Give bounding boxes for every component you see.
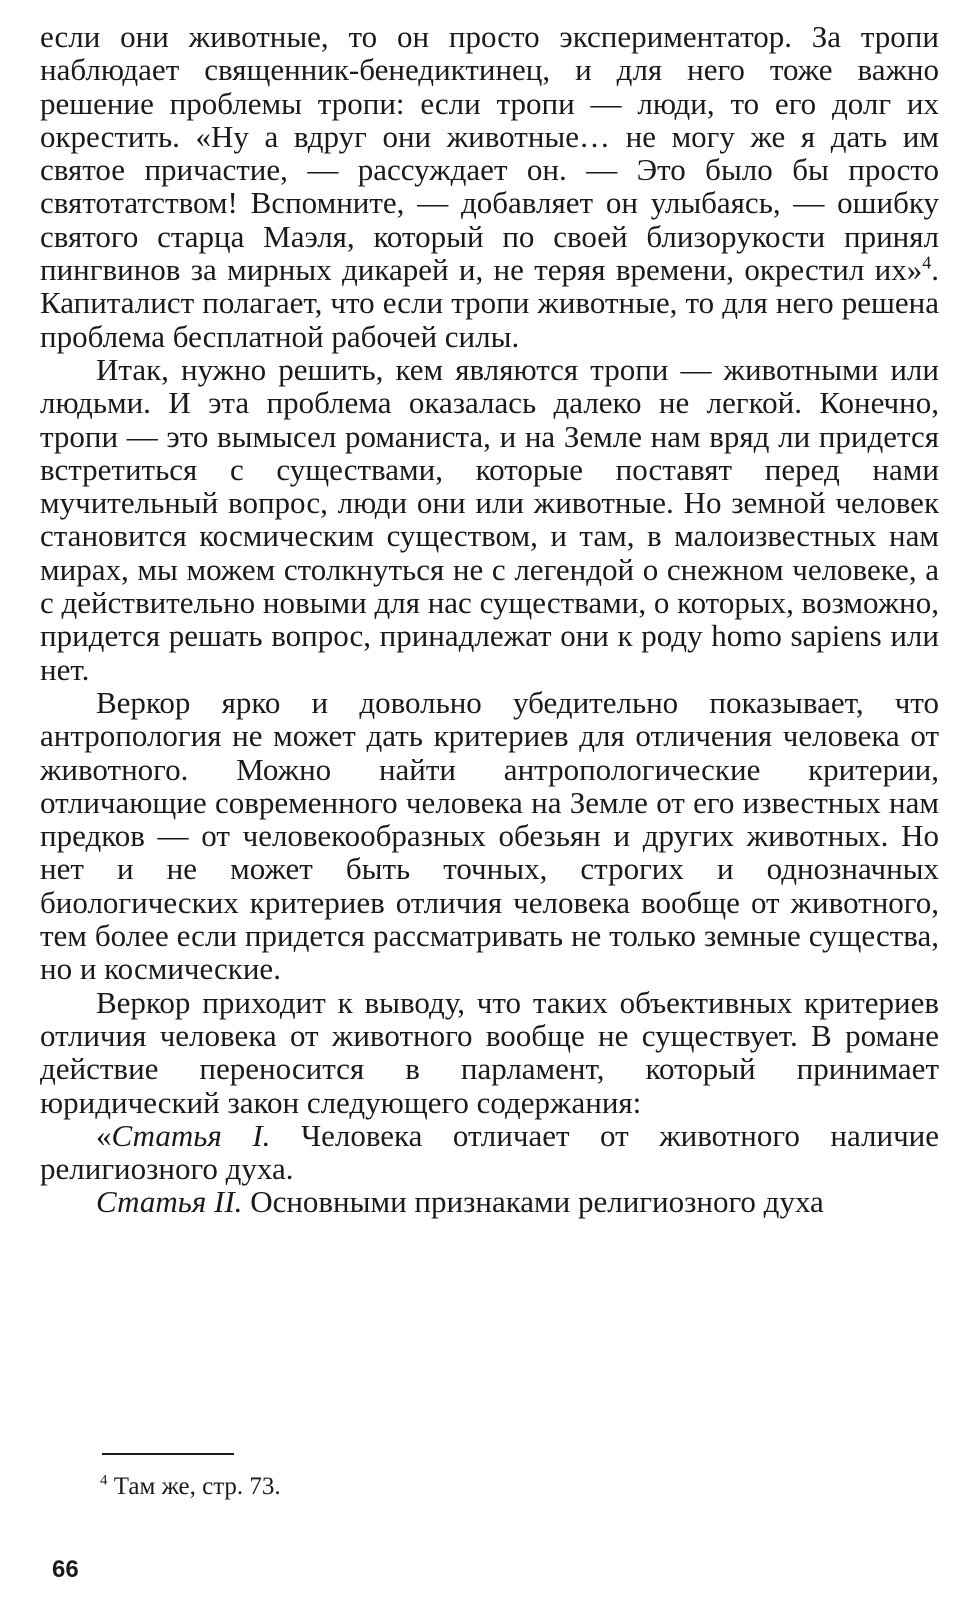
paragraph-1-continued xyxy=(40,20,939,353)
article-1 xyxy=(40,1119,939,1186)
footnote-reference: 4 xyxy=(922,252,932,273)
paragraph-2: Итак, нужно решить, кем являются тропи — животными или людьми. И эта проблема оказалась далеко не легкой. Конечно, тропи — это вымысел романиста, и на Земле нам вряд ли придется встретиться с существами, которые поставят перед нами мучительный вопрос, люди они или животные. Но земной человек становится космическим существом, и там, в малоизвестных нам мирах, мы можем столкнуться не с легендой о снежном человеке, а с действительно новыми для нас существами, о которых, возможно, придется решать вопрос, принадлежат они к роду homo sapiens или нет. xyxy=(40,351,939,687)
article-1-label: Статья I. xyxy=(111,1117,271,1153)
footnote-divider xyxy=(102,1453,234,1455)
article-2-text: Основными признаками религиозного духа xyxy=(242,1184,824,1220)
article-2-label: Статья II. xyxy=(96,1184,243,1220)
article-2 xyxy=(40,1185,939,1218)
footnote-marker: 4 xyxy=(100,1472,108,1489)
paragraph-3: Веркор ярко и довольно убедительно показывает, что антропология не может дать критериев для отличения человека от животного. Можно найти антропологические критерии, отличающие современного человека на Земле от его известных нам предков — от человекообразных обезьян и других животных. Но нет и не может быть точных, строгих и однозначных биологических критериев отличия человека вообще от животного, тем более если придется рассматривать не только земные существа, но и космические. xyxy=(40,684,939,987)
paragraph-1-text-end: . Капиталист полагает, что если тропи животные, то для него решена проблема бесплатной рабочей силы. xyxy=(40,252,939,354)
footnote-text: Там же, стр. 73. xyxy=(107,1473,281,1500)
paragraph-1-text: если они животные, то он просто экспериментатор. За тропи наблюдает священник-бенедиктинец, и для него тоже важно решение проблемы тропи: если тропи — люди, то его долг их окрестить. «Ну а вдруг они животные… не могу же я дать им святое причастие, — рассуждает он. — Это было бы просто святотатством! Вспомните, — добавляет он улыбаясь, — ошибку святого старца Маэля, который по своей близорукости принял пингвинов за мирных дикарей и, не теряя времени, окрестил их» xyxy=(40,19,939,288)
quote-open: « xyxy=(96,1117,112,1153)
page-number: 66 xyxy=(52,1556,79,1583)
main-text xyxy=(40,20,939,1219)
footnote xyxy=(100,1472,281,1502)
article-1-text: Человека отличает от животного наличие религиозного духа. xyxy=(40,1117,940,1187)
paragraph-4: Веркор приходит к выводу, что таких объективных критериев отличия человека от животного вообще не существует. В романе действие переносится в парламент, который принимает юридический закон следующего содержания: xyxy=(40,984,939,1120)
